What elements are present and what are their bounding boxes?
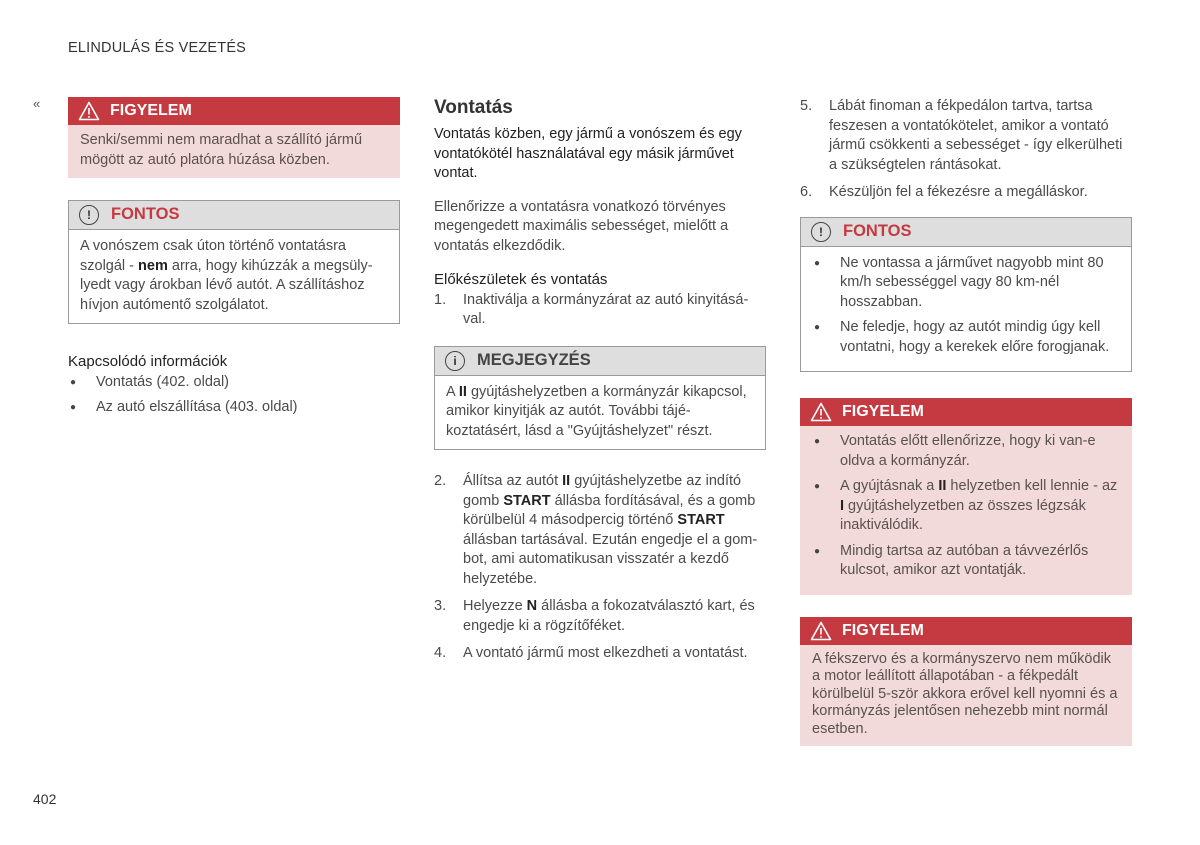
info-circle-icon: i bbox=[445, 351, 465, 371]
subheading: Előkészületek és vontatás bbox=[434, 271, 608, 288]
note-header bbox=[435, 347, 765, 376]
body-paragraph: Ellenőrizze a vontatásra vonatkozó törvényes megengedett maximális sebességet, mielőtt a vontatás elkezdődik. bbox=[434, 198, 729, 254]
intro-text: Vontatás közben, egy jármű a vonószem és egy vontatókötél használatával egy másik járművet vontat. bbox=[434, 126, 742, 181]
step-2: 2. Állítsa az autót II gyújtáshelyzetbe az indító gomb START állásba fordításával, és a gomb körülbelül 4 másodpercig történő START állásban tartásával. Ezután engedje el a gombot, ami automatikusan visszatér a kezdő helyzetébe. bbox=[434, 473, 758, 587]
important-box bbox=[68, 200, 400, 324]
list-item: ● A gyújtásnak a II helyzetben kell lennie - az I gyújtáshelyzetben az összes légzsák inaktiválódik. bbox=[812, 477, 1120, 536]
important-text: A vonószem csak úton történő vontatásra szolgál - nem arra, hogy kihúzzák a megsülylyedt vagy árokban lévő autót. A szállításhoz hívjon autómentő szolgálatot. bbox=[80, 238, 373, 313]
important-title: FONTOS bbox=[111, 205, 180, 224]
warning-triangle-icon bbox=[810, 621, 832, 641]
steps-list-b bbox=[434, 472, 766, 664]
note-title: MEGJEGYZÉS bbox=[477, 350, 591, 369]
column-right bbox=[800, 97, 1132, 768]
warning-list bbox=[812, 432, 1120, 581]
list-item: ● Vontatás előtt ellenőrizze, hogy ki van-e oldva a kormányzár. bbox=[812, 432, 1120, 471]
important-header bbox=[69, 201, 399, 230]
exclamation-circle-icon: ! bbox=[79, 205, 99, 225]
related-link-transport[interactable]: ● Az autó elszállítása (403. oldal) bbox=[68, 398, 400, 418]
section-title: Vontatás bbox=[434, 97, 513, 118]
page-number: 402 bbox=[33, 791, 57, 807]
warning-box bbox=[68, 97, 400, 178]
warning-title: FIGYELEM bbox=[842, 403, 924, 421]
column-left bbox=[68, 97, 400, 424]
warning-header bbox=[800, 617, 1132, 645]
important-list bbox=[812, 254, 1120, 358]
warning-title: FIGYELEM bbox=[842, 621, 924, 639]
important-box bbox=[800, 217, 1132, 373]
related-link-towing[interactable]: ● Vontatás (402. oldal) bbox=[68, 373, 400, 393]
list-item: ● Ne vontassa a járművet nagyobb mint 80 km/h sebességgel vagy 80 km-nél hosszabban. bbox=[812, 254, 1120, 313]
warning-text: Senki/semmi nem maradhat a szállító jármű mögött az autó platóra húzása közben. bbox=[80, 132, 363, 168]
related-info-list bbox=[68, 373, 400, 418]
warning-header bbox=[800, 398, 1132, 426]
important-title: FONTOS bbox=[843, 221, 912, 240]
related-info-heading: Kapcsolódó információk bbox=[68, 353, 228, 370]
important-header bbox=[801, 218, 1131, 247]
note-box bbox=[434, 346, 766, 451]
warning-box bbox=[800, 617, 1132, 747]
step-5: 5. Lábát finoman a fékpedálon tartva, tartsa feszesen a vontatókötelet, amikor a vontató jármű csökkenti a sebességet - így elkerülheti a szükségtelen rántásokat. bbox=[800, 98, 1123, 173]
warning-header bbox=[68, 97, 400, 125]
warning-text: A fékszervo és a kormányszervo nem működik a motor leállított állapotában - a fékpedált körülbelül 5-ször akkora erővel kell nyomni és a kormányzás jelentősen nehezebb mint normál esetben. bbox=[812, 650, 1118, 737]
list-item: ● Ne feledje, hogy az autót mindig úgy kell vontatni, hogy a kerekek előre forogjanak. bbox=[812, 318, 1120, 357]
warning-triangle-icon bbox=[78, 101, 100, 121]
list-item: ● Mindig tartsa az autóban a távvezérlős kulcsot, amikor azt vontatják. bbox=[812, 542, 1120, 581]
step-1: 1. Inaktiválja a kormányzárat az autó kinyitásával. bbox=[434, 291, 749, 327]
back-chevron-icon[interactable]: « bbox=[33, 96, 38, 111]
note-text: A II gyújtáshelyzetben a kormányzár kikapcsol, amikor kinyitják az autót. További tájékoztatásért, lásd a "Gyújtáshelyzet" részt. bbox=[446, 383, 747, 439]
warning-triangle-icon bbox=[810, 402, 832, 422]
warning-title: FIGYELEM bbox=[110, 102, 192, 120]
steps-list-c bbox=[800, 97, 1132, 203]
step-6: 6. Készüljön fel a fékezésre a megálláskor. bbox=[800, 184, 1088, 200]
warning-box bbox=[800, 398, 1132, 595]
section-header: ELINDULÁS ÉS VEZETÉS bbox=[68, 40, 247, 56]
column-middle bbox=[434, 97, 766, 672]
step-4: 4. A vontató jármű most elkezdheti a vontatást. bbox=[434, 645, 748, 661]
steps-list-a bbox=[434, 291, 766, 330]
exclamation-circle-icon: ! bbox=[811, 222, 831, 242]
step-3: 3. Helyezze N állásba a fokozatválasztó kart, és engedje ki a rögzítőféket. bbox=[434, 598, 755, 634]
